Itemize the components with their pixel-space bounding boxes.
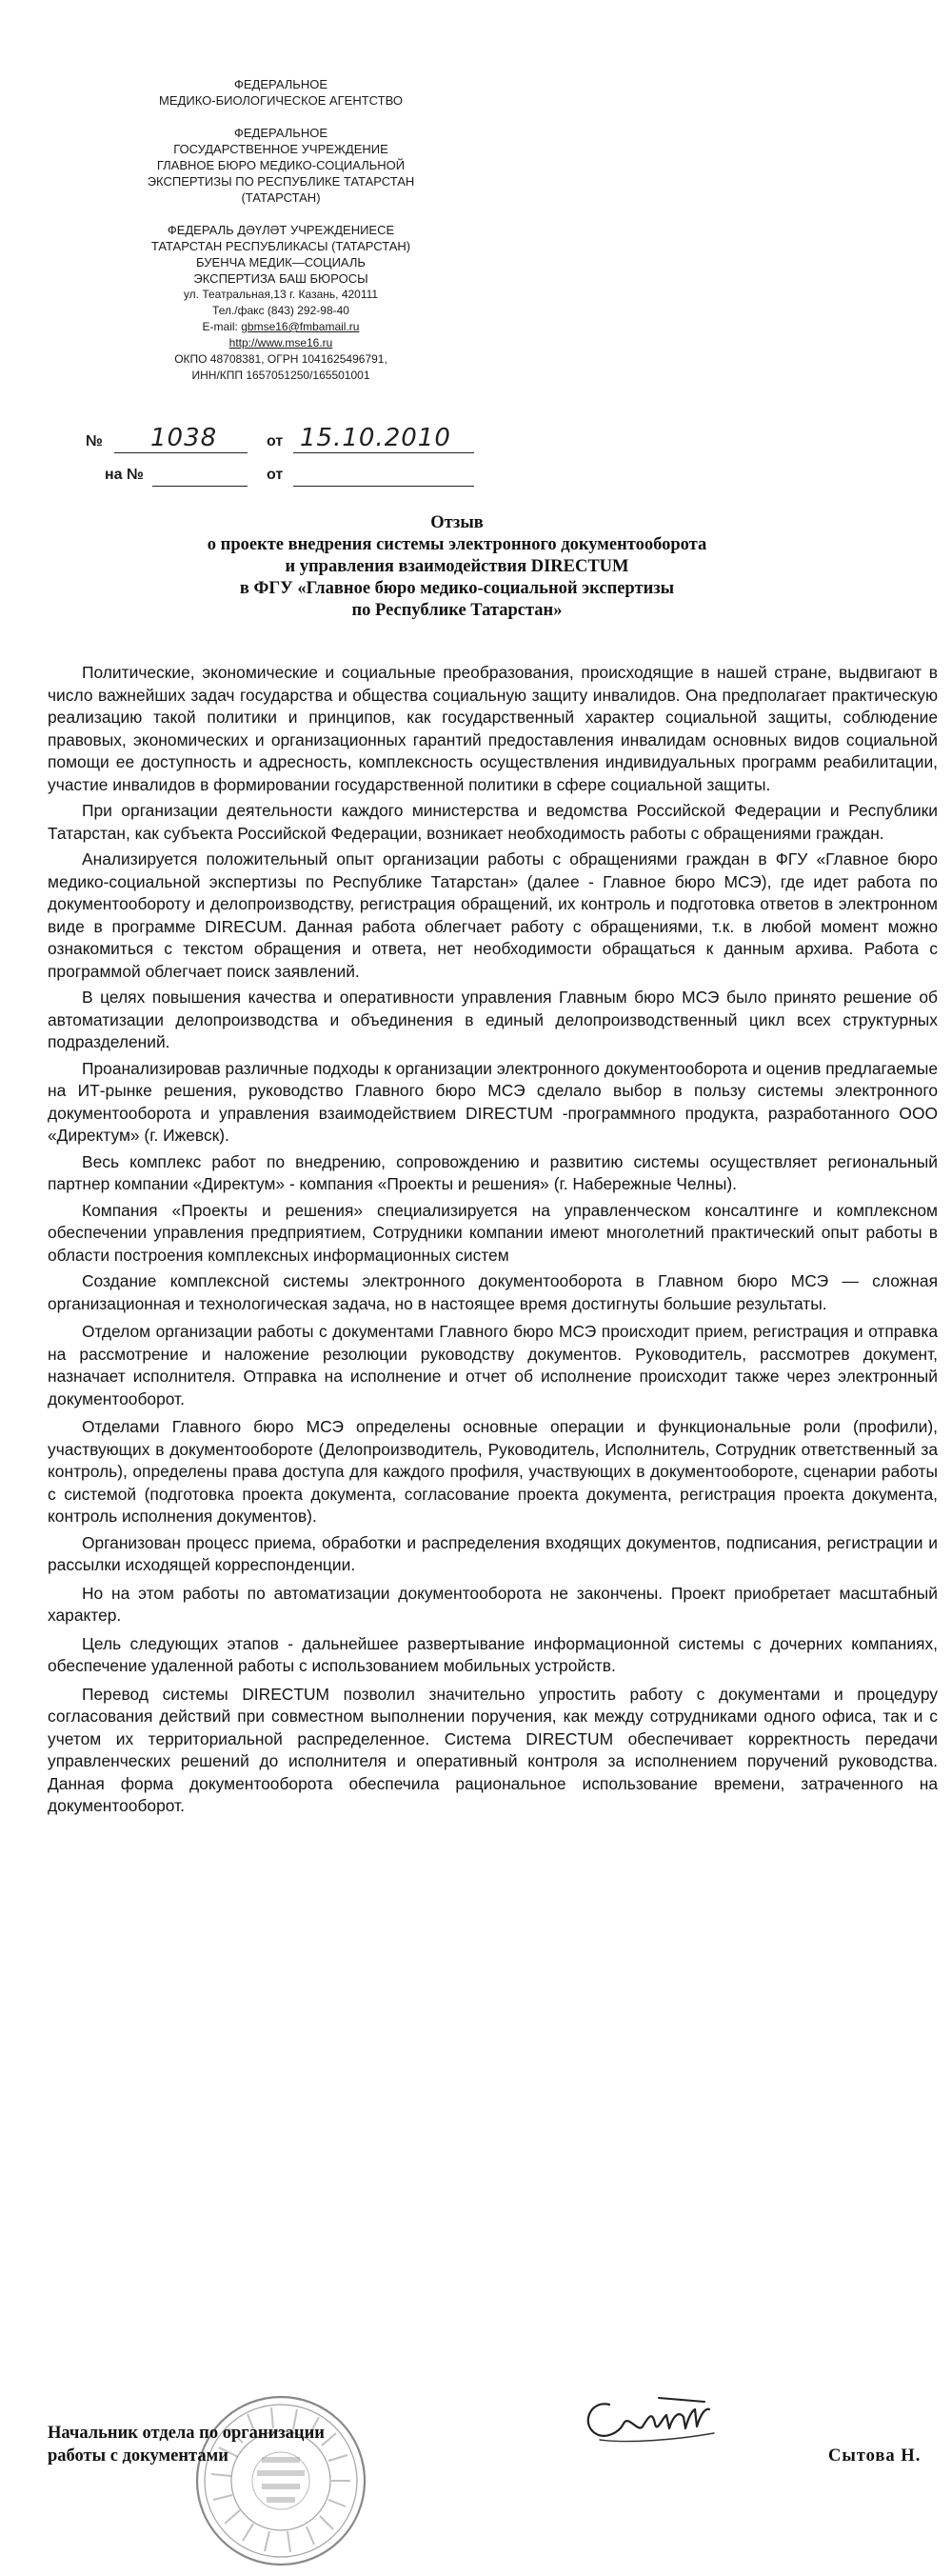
institution-name-ru-block (109, 125, 452, 206)
institution-name-line: (ТАТАРСТАН) (241, 190, 321, 205)
body-paragraph: Создание комплексной системы электронного документооборота в Главном бюро МСЭ — сложная организационная и технологическая задача, но в настоящее время достигнуты большие результаты. (48, 1271, 938, 1313)
reply-date-label: от (267, 467, 284, 483)
date-underline (293, 452, 474, 453)
body-paragraph: Отделами Главного бюро МСЭ определены основные операции и функциональные роли (профили), участвующих в документообороте (Делопроизводитель, Руководитель, Исполнитель, Сотрудник ответственный за контроль), определены права доступа для каждого профиля, участвующих в документообороте, сценарии работы с системой (подготовка проекта документа, согласование проекта документа, регистрация проекта документа, контроль исполнения документов). (48, 1417, 938, 1526)
institution-name-line: ФЕДЕРАЛЬНОЕ (233, 126, 328, 140)
body-paragraph: Анализируется положительный опыт организации работы с обращениями граждан в ФГУ «Главное бюро медико-социальной экспертизы по Республике Татарстан» (далее - Главное бюро МСЭ), где идет работа по документообороту и делопроизводству, регистрация обращений, их контроль и подготовка ответов в электронном виде в программе DIRECUM. Данная работа облегчает работу с обращениями, т.к. в любой момент можно ознакомиться с текстом обращения и ответа, нет необходимости обращаться к данным архива. Работа с программой облегчает поиск заявлений. (48, 849, 938, 981)
date-label: от (267, 433, 284, 449)
institution-name-line: ГОСУДАРСТВЕННОЕ УЧРЕЖДЕНИЕ (173, 142, 388, 156)
body-paragraph: Отделом организации работы с документами Главного бюро МСЭ происходит прием, регистрация и отправка на рассмотрение и наложение резолюции руководству документов. Руководитель, рассмотрев документ, назначает исполнителя. Отправка на исполнение и отчет об исполнение происходит также через электронный документооборот. (48, 1322, 938, 1408)
body-paragraph: Цель следующих этапов - дальнейшее развертывание информационной системы с дочерних компаниях, обеспечение удаленной работы с использованием мобильных устройств. (48, 1633, 938, 1675)
title-line: по Республике Татарстан» (351, 601, 563, 620)
institution-name-tt-line: БУЕНЧА МЕДИК—СОЦИАЛЬ (196, 255, 366, 270)
reply-number-underline (152, 486, 248, 487)
body-paragraph: Организован процесс приема, обработки и распределения входящих документов, подписания, регистрации и рассылки исходящей корреспонденции. (48, 1532, 938, 1574)
document-title (143, 512, 771, 622)
signer-position-line: работы с документами (48, 2446, 228, 2466)
agency-name-line: ФЕДЕРАЛЬНОЕ (233, 77, 328, 91)
body-paragraph: В целях повышения качества и оперативности управления Главным бюро МСЭ было принято решение об автоматизации делопроизводства и объединения в единый делопроизводственный цикл всех структурных подразделений. (48, 988, 938, 1051)
body-paragraph: Политические, экономические и социальные преобразования, происходящие в нашей стране, выдвигают в число важнейших задач государства и общества социальную защиту инвалидов. Она предполагает практическую реализацию такой политики и принципов, как государственный характер социальной защиты, соблюдение правовых, экономических и организационных гарантий предоставления инвалидам основных видов социальной помощи ее доступность и адресность, комплексность осуществления индивидуальных программ реабилитации, участие инвалидов в формировании государственной политики в сфере социальной защиты. (48, 663, 938, 794)
body-paragraph: При организации деятельности каждого министерства и ведомства Российской Федерации и Республики Татарстан, как субъекта Российской Федерации, возникает необходимость работы с обращениями граждан. (48, 801, 938, 843)
title-line: Отзыв (430, 513, 484, 532)
reply-reference-row (76, 467, 476, 495)
number-underline (114, 452, 248, 453)
inn-line: ИНН/КПП 1657051250/165501001 (191, 369, 370, 382)
email-line (109, 319, 452, 335)
number-label: № (86, 433, 103, 449)
signer-position (48, 2422, 447, 2467)
official-seal-stamp (190, 2390, 371, 2571)
okpo-line: ОКПО 48708381, ОГРН 1041625496791, (174, 352, 387, 366)
reply-date-underline (293, 486, 474, 487)
institution-name-tt-line: ТАТАРСТАН РЕСПУБЛИКАСЫ (ТАТАРСТАН) (150, 239, 411, 253)
agency-name-line: МЕДИКО-БИОЛОГИЧЕСКОЕ АГЕНТСТВО (159, 93, 403, 108)
institution-name-tt-line: ЭКСПЕРТИЗА БАШ БЮРОСЫ (193, 271, 368, 286)
outgoing-reference-row (76, 424, 476, 462)
phone-line: Тел./факс (843) 292-98-40 (212, 304, 349, 317)
body-paragraph: Компания «Проекты и решения» специализируется на управленческом консалтинге и комплексном обеспечении управления предприятием, Сотрудники компании имеют многолетний практический опыт работы в области построения комплексных информационных систем (48, 1200, 938, 1265)
document-body (48, 662, 938, 1822)
email-label: E-mail: (202, 320, 238, 333)
email-link[interactable]: gbmse16@fmbamail.ru (241, 320, 360, 333)
signer-name: Сытова Н. (828, 2446, 922, 2466)
reply-number-label: на № (105, 467, 144, 483)
title-line: в ФГУ «Главное бюро медико-социальной экспертизы (239, 579, 675, 598)
handwritten-signature (571, 2381, 733, 2466)
body-paragraph: Но на этом работы по автоматизации документооборота не закончены. Проект приобретает масштабный характер. (48, 1583, 938, 1625)
number-handwritten: 1038 (150, 424, 218, 452)
institution-name-tt-line: ФЕДЕРАЛЬ ДӘҮЛӘТ УЧРЕЖДЕНИЕСЕ (167, 223, 395, 237)
website-link[interactable]: http://www.mse16.ru (228, 336, 333, 349)
signer-position-line: Начальник отдела по организации (48, 2424, 325, 2443)
body-paragraph: Весь комплекс работ по внедрению, сопровождению и развитию системы осуществляет региональный партнер компании «Директум» - компания «Проекты и решения» (г. Набережные Челны). (48, 1151, 938, 1193)
title-line: о проекте внедрения системы электронного документооборота (207, 535, 707, 554)
body-paragraph: Перевод системы DIRECTUM позволил значительно упростить работу с документами и процедуру согласования действий при совместном выполнении поручения, как между сотрудниками одного офиса, так и с учетом их территориальной распределенное. Система DIRECTUM обеспечивает корректность передачи управленческих решений до исполнителя и оперативный контроля за исполнением поручений руководства. Данная форма документооборота обеспечила рациональное использование времени, затраченного на документооборот. (48, 1684, 938, 1815)
title-line: и управления взаимодействия DIRECTUM (285, 557, 629, 576)
address-line: ул. Театральная,13 г. Казань, 420111 (183, 288, 379, 301)
institution-name-tt-block (109, 222, 452, 384)
institution-name-line: ГЛАВНОЕ БЮРО МЕДИКО-СОЦИАЛЬНОЙ (156, 158, 406, 172)
date-handwritten: 15.10.2010 (300, 424, 451, 452)
agency-name-block (109, 76, 452, 109)
institution-name-line: ЭКСПЕРТИЗЫ ПО РЕСПУБЛИКЕ ТАТАРСТАН (147, 174, 415, 189)
body-paragraph: Проанализировав различные подходы к организации электронного документооборота и оценив предлагаемые на ИТ-рынке решения, руководство Главного бюро МСЭ сделало выбор в пользу системы электронного документооборота и управления взаимодействием DIRECTUM -программного продукта, разработанного ООО «Директум» (г. Ижевск). (48, 1058, 938, 1145)
letterhead (109, 76, 452, 384)
